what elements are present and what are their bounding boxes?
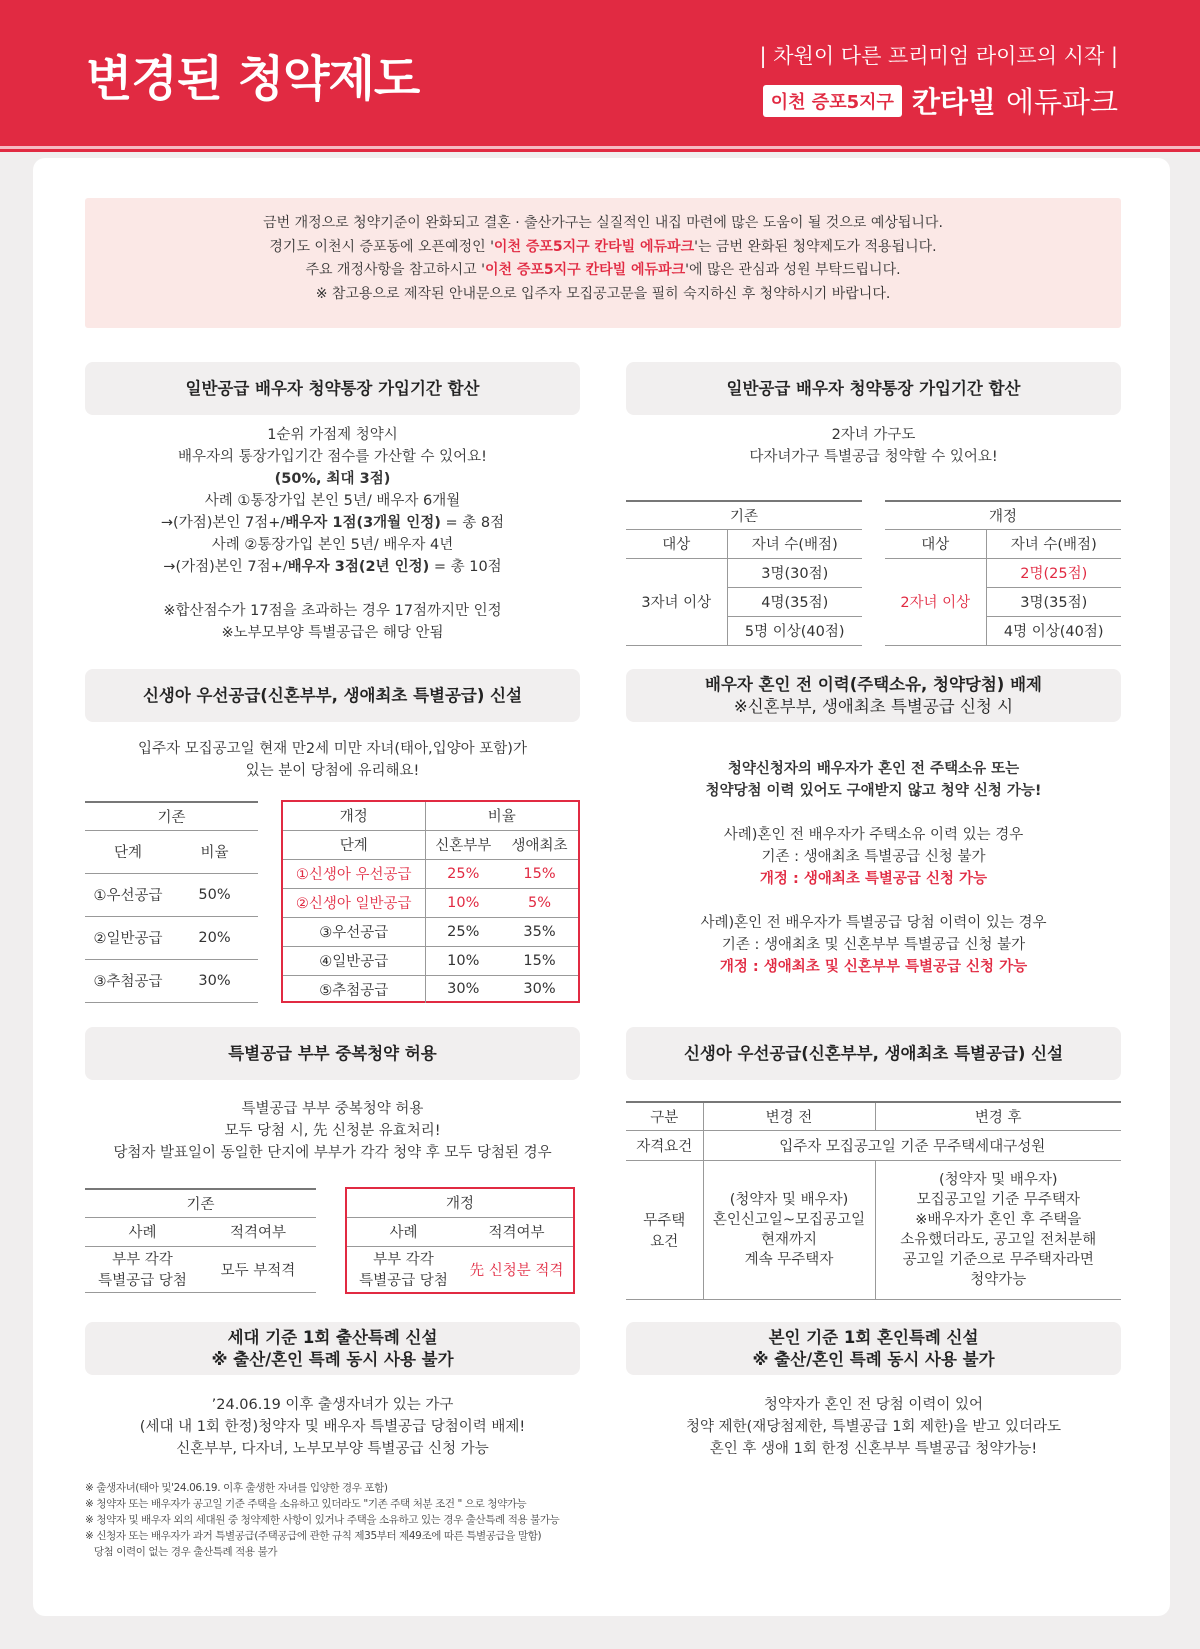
section-title: 일반공급 배우자 청약통장 가입기간 합산: [626, 362, 1121, 415]
intro-line: ※ 참고용으로 제작된 안내문으로 입주자 모집공고문을 필히 숙지하신 후 청약하시기 바랍니다.: [315, 285, 891, 302]
section-title: 본인 기준 1회 혼인특례 신설 ※ 출산/혼인 특례 동시 사용 불가: [626, 1322, 1121, 1375]
brand-sub: 에듀파크: [1005, 85, 1118, 119]
new-multi-child-table: 개정 대상 자녀 수(배점) 2자녀 이상 2명(25점) 3명(35점) 4명 이상(40점): [885, 500, 1121, 646]
new-dup-table: 개정 사례 적격여부 부부 각각 특별공급 당첨 先 신청분 적격: [347, 1189, 573, 1292]
section-title: 신생아 우선공급(신혼부부, 생애최초 특별공급) 신설: [85, 669, 580, 722]
page-title: 변경된 청약제도: [86, 51, 420, 107]
header-divider: [0, 146, 1200, 149]
section-title: 배우자 혼인 전 이력(주택소유, 청약당첨) 배제 ※신혼부부, 생애최초 특별공급 신청 시: [626, 669, 1121, 722]
homeless-requirement-table: 구분 변경 전 변경 후 자격요건 입주자 모집공고일 기준 무주택세대구성원 무주택 요건 (청약자 및 배우자) 혼인신고일~모집공고일 현재까지 계속 무주택자 (청약자 및 배우자) 모집공고일 기준 무주택자 ※배우자가 혼인 후 주택을 소유했더라도, 공고일 전처분해 공고일 기준으로 무주택자라면 청약가능: [626, 1101, 1121, 1300]
header-tagline: | 차원이 다른 프리미엄 라이프의 시작 |: [759, 44, 1118, 68]
intro-line: 금번 개정으로 청약기준이 완화되고 결혼 · 출산가구는 실질적인 내집 마련에 많은 도움이 될 것으로 예상됩니다.: [263, 215, 943, 231]
footnote: 당첨 이력이 없는 경우 출산특례 적용 불가: [85, 1546, 278, 1558]
section-body: 청약자가 혼인 전 당첨 이력이 있어 청약 제한(재당첨제한, 특별공급 1회 제한)을 받고 있더라도 혼인 후 생애 1회 한정 신혼부부 특별공급 청약가능!: [686, 1397, 1061, 1457]
footnote: ※ 청약자 또는 배우자가 공고일 기준 주택을 소유하고 있더라도 "기존 주택 처분 조건 " 으로 청약가능: [85, 1498, 527, 1510]
section-body: 특별공급 부부 중복청약 허용 모두 당첨 시, 先 신청분 유효처리! 당첨자 발표일이 동일한 단지에 부부가 각각 청약 후 모두 당첨된 경우: [113, 1101, 552, 1161]
footnote: ※ 신청자 또는 배우자가 과거 특별공급(주택공급에 관한 규칙 제35부터 제49조에 따른 특별공급을 말함): [85, 1530, 542, 1542]
intro-line: 주요 개정사항을 참고하시고 '이천 증포5지구 칸타빌 에듀파크'에 많은 관심과 성원 부탁드립니다.: [305, 262, 901, 278]
intro-notice: [85, 198, 1121, 328]
section-body: 2자녀 가구도 다자녀가구 특별공급 청약할 수 있어요!: [749, 427, 998, 465]
section-body: 1순위 가점제 청약시 배우자의 통장가입기간 점수를 가산할 수 있어요! (50%, 최대 3점) 사례 ①통장가입 본인 5년/ 배우자 6개월 →(가점)본인 7점+/배우자 1점(3개월 인정) = 총 8점 사례 ②통장가입 본인 5년/ 배우자 4년 →(가점)본인 7점+/배우자 3점(2년 인정) = 총 10점 ※합산점수가 17점을 초과하는 경우 17점까지만 인정 ※노부모부양 특별공급은 해당 안됨: [160, 427, 505, 641]
footnote: ※ 청약자 및 배우자 외의 세대원 중 청약제한 사항이 있거나 주택을 소유하고 있는 경우 출산특례 적용 불가능: [85, 1514, 560, 1526]
section-body: 입주자 모집공고일 현재 만2세 미만 자녀(태아,입양아 포함)가 있는 분이 당첨에 유리해요!: [138, 741, 527, 779]
section-title: 일반공급 배우자 청약통장 가입기간 합산: [85, 362, 580, 415]
brand-badge: 이천 증포5지구: [763, 85, 902, 117]
section-body: ’24.06.19 이후 출생자녀가 있는 가구 (세대 내 1회 한정)청약자 및 배우자 특별공급 당첨이력 배제! 신혼부부, 다자녀, 노부모부양 특별공급 신청 가능: [139, 1397, 526, 1457]
old-multi-child-table: 기존 대상 자녀 수(배점) 3자녀 이상 3명(30점) 4명(35점) 5명 이상(40점): [626, 500, 862, 646]
old-newborn-table: 기존 단계 비율 ①우선공급 50% ②일반공급 20% ③추첨공급 30%: [85, 801, 258, 1003]
new-newborn-table: 개정 비율 단계 신혼부부 생애최초 ①신생아 우선공급 25% 15% ②신생아 일반공급 10% 5% ③우선공급 25% 35% ④일반공급 10% 15% ⑤추첨공급 30% 30%: [283, 802, 578, 1003]
brand-name: 칸타빌: [911, 85, 996, 119]
section-title: 세대 기준 1회 출산특례 신설 ※ 출산/혼인 특례 동시 사용 불가: [85, 1322, 580, 1375]
footnotes: [85, 1480, 559, 1560]
intro-line: 경기도 이천시 증포동에 오픈예정인 '이천 증포5지구 칸타빌 에듀파크'는 금번 완화된 청약제도가 적용됩니다.: [269, 238, 937, 255]
section-title: 특별공급 부부 중복청약 허용: [85, 1027, 580, 1080]
old-dup-table: 기존 사례 적격여부 부부 각각 특별공급 당첨 모두 부적격: [85, 1188, 316, 1293]
section-title: 신생아 우선공급(신혼부부, 생애최초 특별공급) 신설: [626, 1027, 1121, 1080]
footnote: ※ 출생자녀(태아 및'24.06.19. 이후 출생한 자녀를 입양한 경우 포함): [85, 1482, 388, 1494]
section-body: 청약신청자의 배우자가 혼인 전 주택소유 또는 청약당첨 이력 있어도 구애받지 않고 청약 신청 가능! 사례)혼인 전 배우자가 주택소유 이력 있는 경우 기존 : 생애최초 특별공급 신청 불가 개정 : 생애최초 특별공급 신청 가능 사례)혼인 전 배우자가 특별공급 당첨 이력이 있는 경우 기존 : 생애최초 및 신혼부부 특별공급 신청 불가 개정 : 생애최초 및 신혼부부 특별공급 신청 가능: [700, 761, 1047, 975]
brand-logo: [763, 80, 1118, 121]
